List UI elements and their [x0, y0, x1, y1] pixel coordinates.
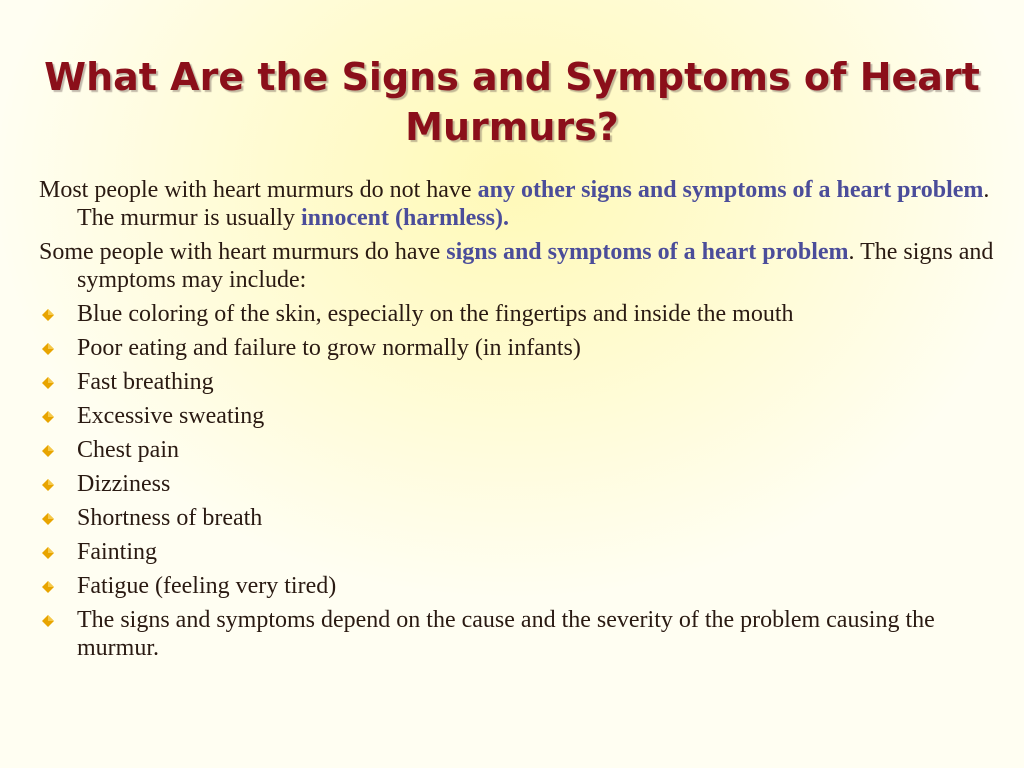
list-item [39, 402, 999, 430]
list-item-text: Dizziness [77, 471, 171, 497]
highlight-text: signs and symptoms of a heart problem [446, 239, 849, 265]
slide-title: What Are the Signs and Symptoms of Heart Murmurs? [44, 55, 980, 149]
intro-paragraph-1 [39, 176, 999, 232]
diamond-bullet-icon [42, 445, 54, 457]
slide-body [39, 176, 999, 668]
paragraph-text: . The signs and symptoms may include: [77, 239, 994, 293]
diamond-bullet-icon [42, 411, 54, 423]
list-item [39, 334, 999, 362]
paragraph-text: Some people with heart murmurs do have [39, 239, 447, 265]
paragraph-text: Most people with heart murmurs do not have [39, 177, 478, 203]
diamond-bullet-icon [42, 513, 54, 525]
highlight-text: any other signs and symptoms of a heart problem [477, 177, 984, 203]
list-item [39, 368, 999, 396]
intro-paragraph-2 [39, 238, 999, 294]
symptom-list [39, 300, 999, 662]
list-item-text: Blue coloring of the skin, especially on the fingertips and inside the mouth [77, 301, 794, 327]
list-item-text: Chest pain [77, 437, 179, 463]
list-item-text: Excessive sweating [77, 403, 265, 429]
diamond-bullet-icon [42, 479, 54, 491]
diamond-bullet-icon [42, 547, 54, 559]
list-item-text: Fainting [77, 539, 158, 565]
list-item [39, 572, 999, 600]
paragraph-text: . The murmur is usually [77, 177, 990, 231]
diamond-bullet-icon [42, 581, 54, 593]
highlight-text: innocent (harmless). [300, 205, 509, 231]
list-item [39, 470, 999, 498]
list-item-text: Shortness of breath [77, 505, 263, 531]
diamond-bullet-icon [42, 615, 54, 627]
list-item [39, 538, 999, 566]
list-item-text: Fast breathing [77, 369, 214, 395]
diamond-bullet-icon [42, 309, 54, 321]
list-item [39, 436, 999, 464]
list-item-text: The signs and symptoms depend on the cause and the severity of the problem causing the murmur. [77, 607, 935, 661]
list-item [39, 300, 999, 328]
list-item [39, 606, 999, 662]
list-item-text: Poor eating and failure to grow normally (in infants) [77, 335, 581, 361]
diamond-bullet-icon [42, 343, 54, 355]
diamond-bullet-icon [42, 377, 54, 389]
list-item [39, 504, 999, 532]
list-item-text: Fatigue (feeling very tired) [77, 573, 337, 599]
